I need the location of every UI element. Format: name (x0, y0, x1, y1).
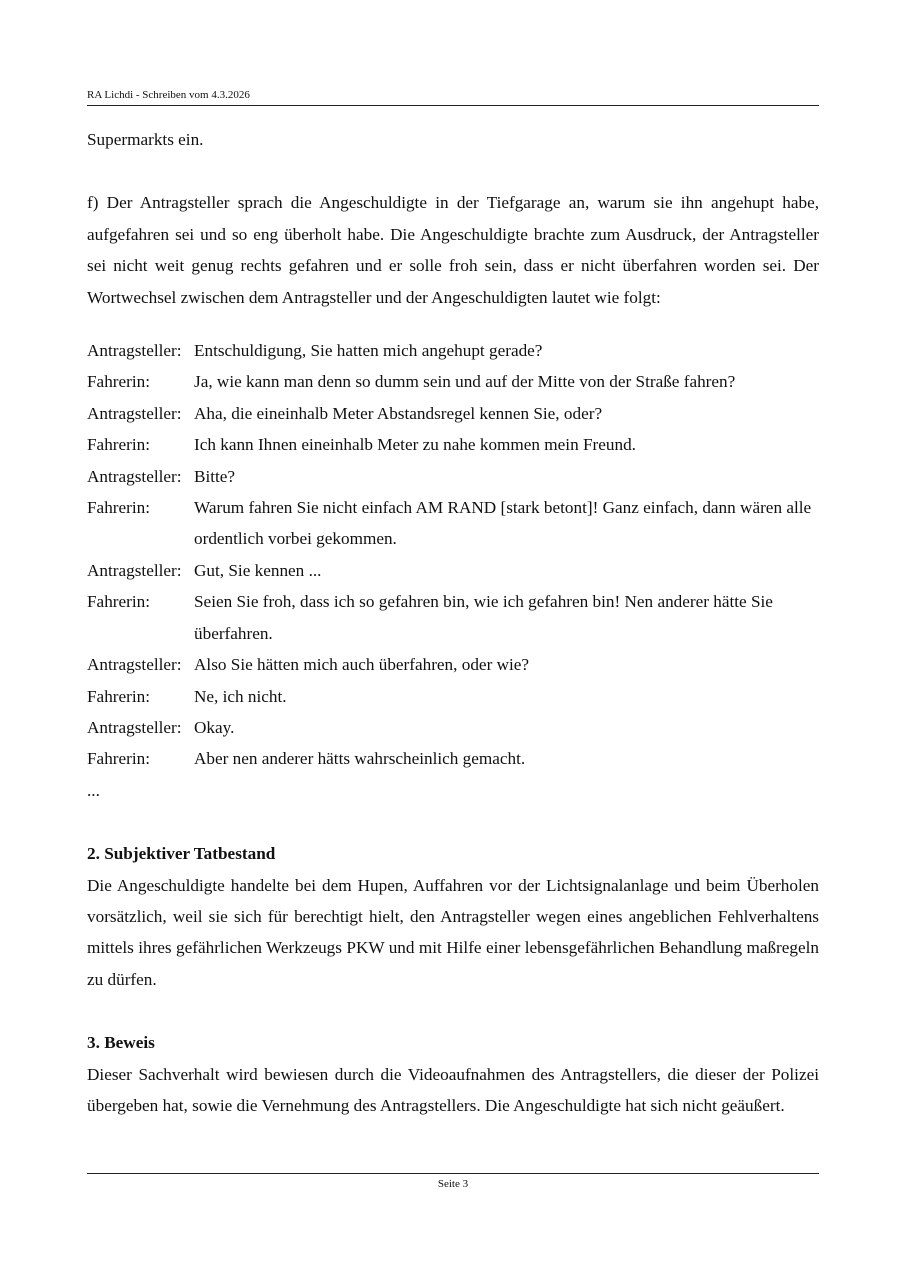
dialogue-text: Gut, Sie kennen ... (194, 560, 322, 580)
section-heading-evidence: 3. Beweis (87, 1033, 155, 1053)
section-text-subjective: Die Angeschuldigte handelte bei dem Hupen, Auffahren vor der Lichtsignalanlage und beim Überholen vorsätzlich, weil sie sich für berechtigt hielt, den Antragsteller wegen eines angeblichen Fehlverhaltens mittels ihres gefährlichen Werkzeugs PKW und mit Hilfe einer lebensgefährlichen Behandlung maßregeln zu dürfen. (87, 875, 819, 989)
section-text-evidence: Dieser Sachverhalt wird bewiesen durch die Videoaufnahmen des Antragstellers, die dieser der Polizei übergeben hat, sowie die Vernehmung des Antragstellers. Die Angeschuldigte hat sich nicht geäußert. (87, 1064, 819, 1115)
page-header (87, 88, 819, 106)
dialogue-speaker: Antragsteller: (87, 403, 182, 423)
document-body (87, 124, 819, 1121)
dialogue-line (87, 398, 819, 429)
dialogue-line (87, 366, 819, 397)
dialogue-text: Ich kann Ihnen eineinhalb Meter zu nahe kommen mein Freund. (194, 435, 636, 455)
dialogue-text: Entschuldigung, Sie hatten mich angehupt gerade? (194, 341, 543, 361)
continuation-text: Supermarkts ein. (87, 130, 204, 149)
dialogue-text: Warum fahren Sie nicht einfach AM RAND [stark betont]! Ganz einfach, dann wären alle ordentlich vorbei gekommen. (194, 498, 812, 549)
dialogue-line (87, 743, 819, 774)
dialogue-speaker: Antragsteller: (87, 466, 182, 486)
dialogue-line (87, 586, 819, 649)
dialogue-speaker: Fahrerin: (87, 498, 151, 518)
dialogue-speaker: Fahrerin: (87, 435, 151, 455)
dialogue-line (87, 461, 819, 492)
page-number: Seite 3 (437, 1178, 469, 1190)
dialogue-speaker: Fahrerin: (87, 592, 151, 612)
dialogue-speaker: Antragsteller: (87, 717, 182, 737)
ellipsis-text: ... (87, 780, 100, 800)
dialogue-line (87, 335, 819, 366)
dialogue-speaker: Antragsteller: (87, 560, 182, 580)
section-heading-subjective: 2. Subjektiver Tatbestand (87, 844, 276, 864)
dialogue-line (87, 429, 819, 460)
header-text: RA Lichdi - Schreiben vom 4.3.2026 (87, 89, 250, 101)
dialogue-speaker: Antragsteller: (87, 655, 182, 675)
dialogue-line (87, 649, 819, 680)
dialogue-text: Bitte? (194, 466, 236, 486)
paragraph-f: f) Der Antragsteller sprach die Angeschuldigte in der Tiefgarage an, warum sie ihn angehupt habe, aufgefahren sei und so eng überholt habe. Die Angeschuldigte brachte zum Ausdruck, der Antragsteller sei nicht weit genug rechts gefahren und er solle froh sein, dass er nicht überfahren worden sei. Der Wortwechsel zwischen dem Antragsteller und der Angeschuldigten lautet wie folgt: (87, 193, 819, 307)
dialogue-line (87, 712, 819, 743)
dialogue-text: Aha, die eineinhalb Meter Abstandsregel kennen Sie, oder? (194, 403, 603, 423)
dialogue-line (87, 681, 819, 712)
dialogue-line (87, 555, 819, 586)
page-footer (87, 1173, 819, 1191)
dialogue-text: Also Sie hätten mich auch überfahren, oder wie? (194, 655, 530, 675)
dialogue-speaker: Fahrerin: (87, 372, 151, 392)
dialogue-text: Okay. (194, 717, 235, 737)
dialogue-text: Ja, wie kann man denn so dumm sein und auf der Mitte von der Straße fahren? (194, 372, 736, 392)
dialogue-speaker: Fahrerin: (87, 686, 151, 706)
dialogue-text: Seien Sie froh, dass ich so gefahren bin, wie ich gefahren bin! Nen anderer hätte Sie überfahren. (194, 592, 773, 643)
dialogue-transcript (87, 335, 819, 775)
dialogue-text: Aber nen anderer hätts wahrscheinlich gemacht. (194, 749, 526, 769)
dialogue-line (87, 492, 819, 555)
dialogue-speaker: Antragsteller: (87, 341, 182, 361)
dialogue-speaker: Fahrerin: (87, 749, 151, 769)
dialogue-text: Ne, ich nicht. (194, 686, 287, 706)
